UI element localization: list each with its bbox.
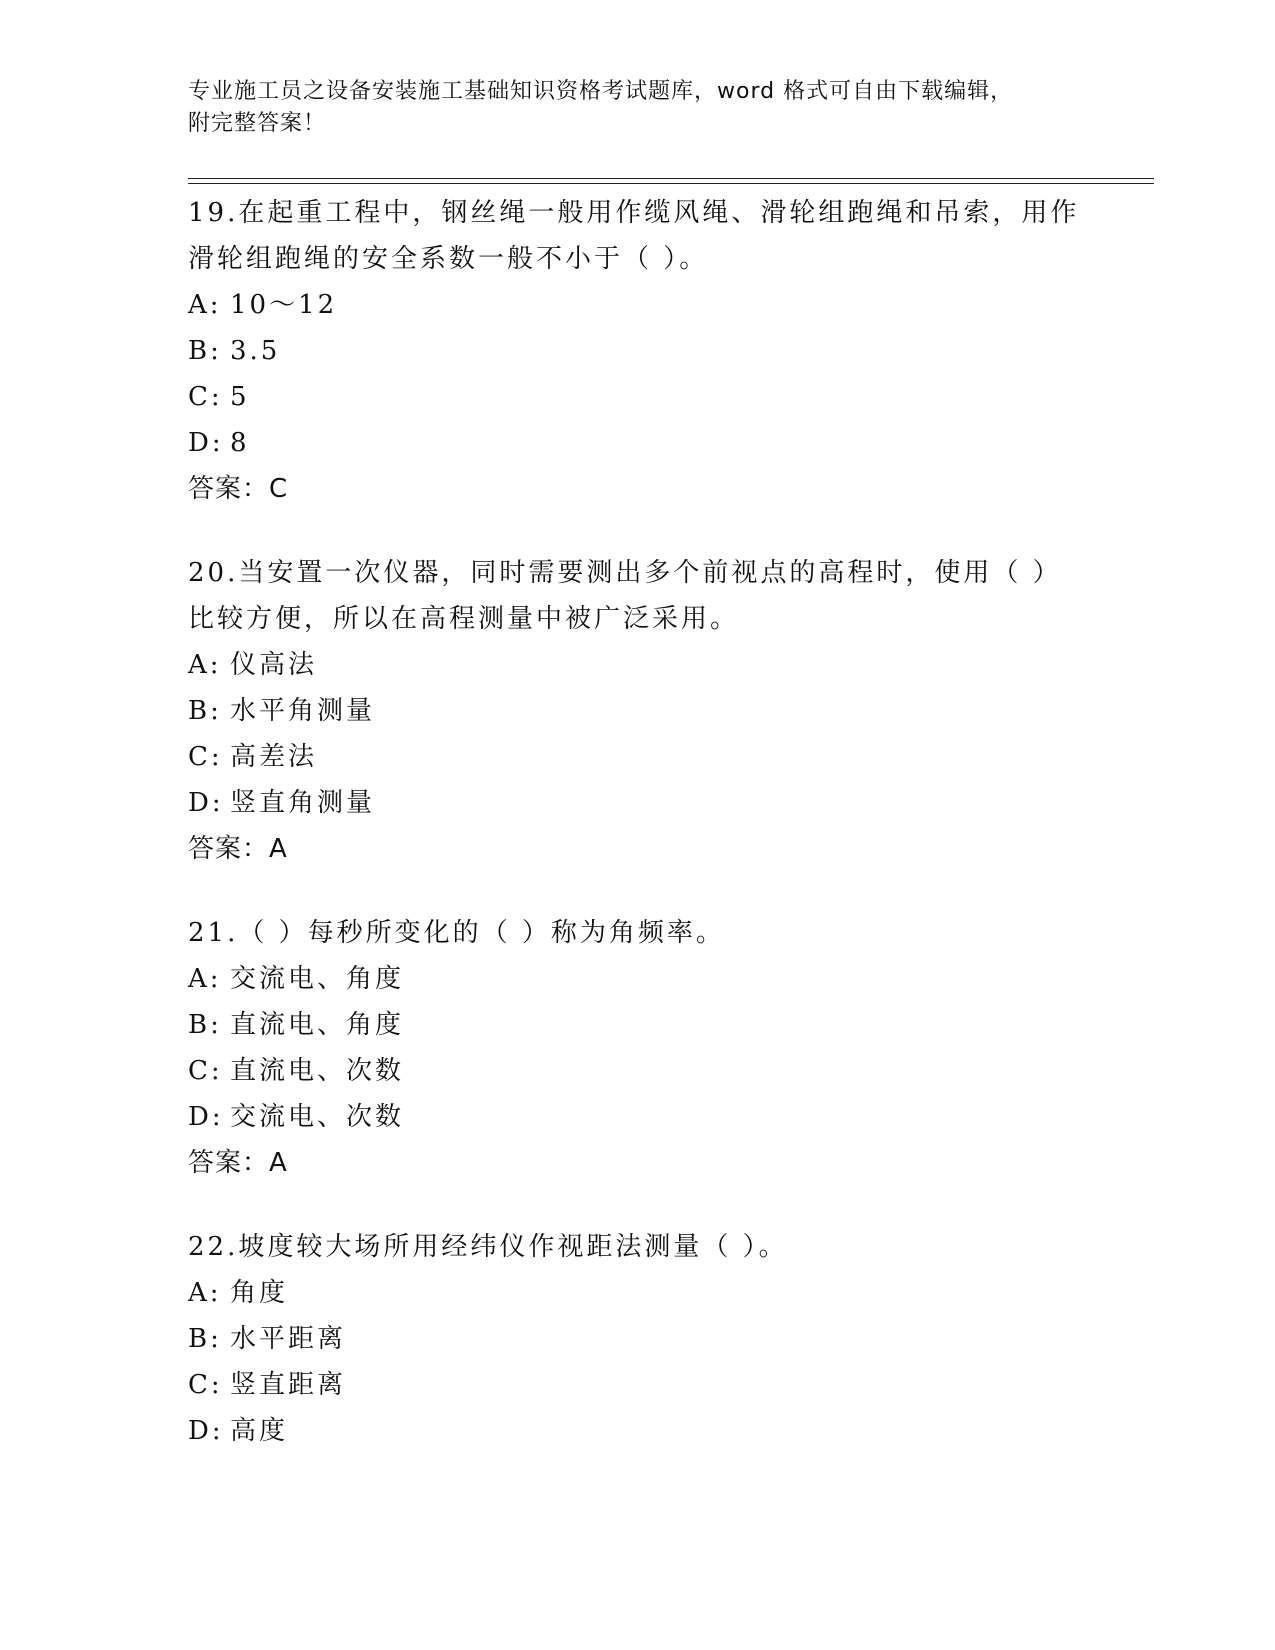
option-text: 直流电、次数 [230,1056,405,1086]
option-b [188,688,1088,734]
question-stem-line: 比较方便，所以在高程测量中被广泛采用。 [188,604,740,634]
option-a [188,642,1088,688]
question-stem-line: 滑轮组跑绳的安全系数一般不小于（ ）。 [188,244,709,274]
option-text: 水平距离 [230,1324,347,1354]
option-d [188,780,1088,826]
question-20 [188,550,1088,872]
question-stem-line: 20.当安置一次仪器，同时需要测出多个前视点的高程时，使用（ ） [188,558,1062,588]
answer-line: 答案：A [188,834,288,864]
option-d [188,1094,1088,1140]
option-b [188,1002,1088,1048]
option-text: 竖直角测量 [230,788,376,818]
option-letter: A: [188,1278,222,1308]
option-c [188,1048,1088,1094]
option-d [188,1408,1088,1454]
option-c [188,374,1088,420]
option-letter: C: [188,742,223,772]
question-21 [188,910,1088,1186]
option-text: 高差法 [230,742,318,772]
header-line-1: 专业施工员之设备安装施工基础知识资格考试题库，word 格式可自由下载编辑， [188,79,1014,104]
option-letter: B: [188,336,222,366]
option-b [188,1316,1088,1362]
option-text: 交流电、角度 [230,964,405,994]
question-stem-line: 21.（ ）每秒所变化的（ ）称为角频率。 [188,918,725,948]
option-letter: B: [188,1324,222,1354]
option-letter: C: [188,1370,223,1400]
option-letter: A: [188,290,222,320]
question-stem-line: 19.在起重工程中，钢丝绳一般用作缆风绳、滑轮组跑绳和吊索，用作 [188,198,1080,228]
option-text: 直流电、角度 [230,1010,405,1040]
option-letter: A: [188,650,222,680]
option-letter: D: [188,428,224,458]
option-text: 3.5 [230,336,281,366]
question-19 [188,190,1088,512]
option-d [188,420,1088,466]
document-header [188,76,1088,140]
question-22 [188,1224,1088,1454]
option-text: 高度 [230,1416,289,1446]
answer-line: 答案：A [188,1148,288,1178]
option-a [188,956,1088,1002]
option-text: 水平角测量 [230,696,376,726]
option-text: 10～12 [230,290,338,320]
question-stem-line: 22.坡度较大场所用经纬仪作视距法测量（ ）。 [188,1232,788,1262]
option-b [188,328,1088,374]
option-letter: C: [188,1056,223,1086]
option-c [188,1362,1088,1408]
option-text: 交流电、次数 [230,1102,405,1132]
answer-line: 答案：C [188,474,289,504]
question-list [188,190,1088,1492]
option-text: 竖直距离 [230,1370,347,1400]
option-text: 仪高法 [230,650,318,680]
option-a [188,1270,1088,1316]
header-rule-bottom [188,183,1154,184]
option-text: 5 [230,382,250,412]
option-letter: C: [188,382,223,412]
option-letter: D: [188,1102,224,1132]
option-letter: B: [188,696,222,726]
option-letter: A: [188,964,222,994]
option-letter: D: [188,788,224,818]
option-letter: D: [188,1416,224,1446]
option-a [188,282,1088,328]
option-text: 角度 [230,1278,289,1308]
option-c [188,734,1088,780]
option-letter: B: [188,1010,222,1040]
option-text: 8 [230,428,250,458]
header-rule-top [188,178,1154,179]
header-line-2: 附完整答案！ [188,111,327,136]
